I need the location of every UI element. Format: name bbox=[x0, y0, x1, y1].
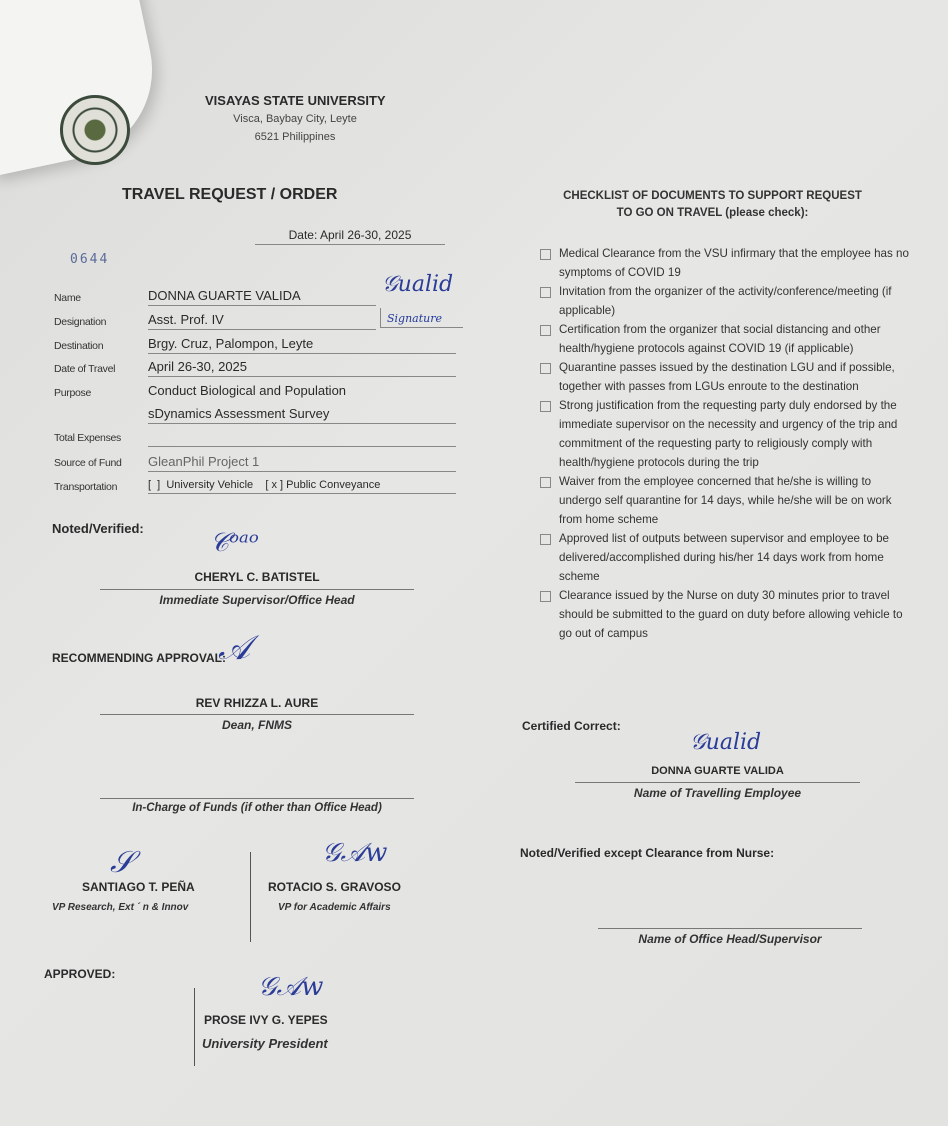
destination-label: Destination bbox=[54, 340, 104, 352]
purpose-label: Purpose bbox=[54, 387, 92, 399]
supervisor-signature: 𝒞ᵒᵃᵒ bbox=[210, 528, 259, 558]
transportation-value: [ ] University Vehicle [ x ] Public Conveyance bbox=[148, 479, 456, 494]
checklist-item[interactable]: Clearance issued by the Nurse on duty 30 minutes prior to travel should be submitted to the guard on duty before allowing vehicle to go out of campus bbox=[540, 586, 910, 643]
signature-label: Signature bbox=[380, 308, 463, 328]
dean-signature: 𝒜 bbox=[218, 628, 251, 668]
purpose-value-line1: Conduct Biological and Population bbox=[148, 383, 347, 398]
certified-correct-label: Certified Correct: bbox=[522, 719, 621, 733]
checklist-item[interactable]: Certification from the organizer that social distancing and other health/hygiene protocols against COVID 19 (if applicable) bbox=[540, 320, 910, 358]
form-title: TRAVEL REQUEST / ORDER bbox=[122, 186, 338, 203]
transportation-label: Transportation bbox=[54, 481, 118, 493]
office-head-title: Name of Office Head/Supervisor bbox=[598, 928, 862, 946]
noted-except-nurse-label: Noted/Verified except Clearance from Nurse: bbox=[520, 846, 775, 860]
supervisor-title: Immediate Supervisor/Office Head bbox=[100, 589, 414, 607]
checkbox[interactable] bbox=[540, 249, 551, 260]
checklist-item[interactable]: Invitation from the organizer of the activity/conference/meeting (if applicable) bbox=[540, 282, 910, 320]
president-title: University President bbox=[202, 1036, 328, 1051]
president-signature: 𝒢𝒜w bbox=[258, 972, 324, 1002]
applicant-signature: 𝒢ualid bbox=[382, 272, 454, 297]
dean-name: REV RHIZZA L. AURE bbox=[195, 696, 319, 710]
checklist-item[interactable]: Approved list of outputs between supervisor and employee to be delivered/accomplished during his/her 14 days work from home scheme bbox=[540, 529, 910, 586]
source-of-fund-value: GleanPhil Project 1 bbox=[148, 454, 456, 472]
total-expenses-label: Total Expenses bbox=[54, 432, 122, 444]
checklist-item[interactable]: Medical Clearance from the VSU infirmary that the employee has no symptoms of COVID 19 bbox=[540, 244, 910, 282]
checkbox[interactable] bbox=[540, 325, 551, 336]
in-charge-of-funds-title: In-Charge of Funds (if other than Office Head) bbox=[100, 798, 414, 814]
vp-academic-signature: 𝒢𝒜w bbox=[322, 838, 388, 868]
checklist-title-line2: TO GO ON TRAVEL (please check): bbox=[616, 207, 809, 219]
vp-research-signature: 𝒮 bbox=[110, 845, 134, 880]
recommending-approval-label: RECOMMENDING APPROVAL: bbox=[52, 651, 226, 665]
signature-stroke bbox=[194, 988, 195, 1066]
checkbox[interactable] bbox=[540, 534, 551, 545]
address-line-1: Visca, Baybay City, Leyte bbox=[233, 113, 357, 125]
signature-stroke bbox=[250, 852, 251, 942]
dean-title: Dean, FNMS bbox=[100, 714, 414, 732]
supervisor-name: CHERYL C. BATISTEL bbox=[194, 570, 320, 584]
form-date: Date: April 26-30, 2025 bbox=[255, 228, 445, 245]
designation-label: Designation bbox=[54, 316, 107, 328]
purpose-value-line2: sDynamics Assessment Survey bbox=[148, 406, 456, 424]
checkbox[interactable] bbox=[540, 363, 551, 374]
date-of-travel-label: Date of Travel bbox=[54, 363, 116, 375]
checklist-item[interactable]: Strong justification from the requesting party duly endorsed by the immediate supervisor on the necessity and urgency of the trip and commitment of the requesting party to religiously comply with health/hygiene protocols during the trip bbox=[540, 396, 910, 472]
vp-research-title: VP Research, Ext ´ n & Innov bbox=[52, 902, 189, 913]
vp-academic-name: ROTACIO S. GRAVOSO bbox=[268, 880, 401, 894]
checkbox[interactable] bbox=[540, 287, 551, 298]
name-label: Name bbox=[54, 292, 81, 304]
checkbox[interactable] bbox=[540, 591, 551, 602]
date-of-travel-value: April 26-30, 2025 bbox=[148, 359, 456, 377]
destination-value: Brgy. Cruz, Palompon, Leyte bbox=[148, 336, 456, 354]
employee-title: Name of Travelling Employee bbox=[575, 782, 860, 800]
employee-name: DONNA GUARTE VALIDA bbox=[651, 765, 784, 777]
noted-verified-label: Noted/Verified: bbox=[52, 521, 144, 536]
designation-value: Asst. Prof. IV bbox=[148, 312, 376, 330]
vp-research-name: SANTIAGO T. PEÑA bbox=[82, 880, 195, 894]
checklist-item[interactable]: Waiver from the employee concerned that he/she is willing to undergo self quarantine for 14 days, while he/she will be on work from home scheme bbox=[540, 472, 910, 529]
university-seal-logo bbox=[60, 95, 130, 165]
checklist-title-line1: CHECKLIST OF DOCUMENTS TO SUPPORT REQUEST bbox=[563, 190, 862, 202]
checklist-title bbox=[540, 188, 885, 222]
checkbox[interactable] bbox=[540, 401, 551, 412]
total-expenses-value bbox=[148, 430, 456, 447]
checklist bbox=[540, 244, 910, 643]
approved-label: APPROVED: bbox=[44, 967, 116, 981]
name-value: DONNA GUARTE VALIDA bbox=[148, 288, 376, 306]
checkbox[interactable] bbox=[540, 477, 551, 488]
checklist-item[interactable]: Quarantine passes issued by the destination LGU and if possible, together with passes from LGUs enroute to the destination bbox=[540, 358, 910, 396]
employee-signature: 𝒢ualid bbox=[690, 730, 762, 755]
control-number: 0644 bbox=[70, 252, 110, 267]
source-of-fund-label: Source of Fund bbox=[54, 457, 122, 469]
vp-academic-title: VP for Academic Affairs bbox=[278, 902, 391, 913]
university-name: VISAYAS STATE UNIVERSITY bbox=[205, 93, 386, 108]
address-line-2: 6521 Philippines bbox=[254, 131, 336, 143]
president-name: PROSE IVY G. YEPES bbox=[204, 1013, 328, 1027]
